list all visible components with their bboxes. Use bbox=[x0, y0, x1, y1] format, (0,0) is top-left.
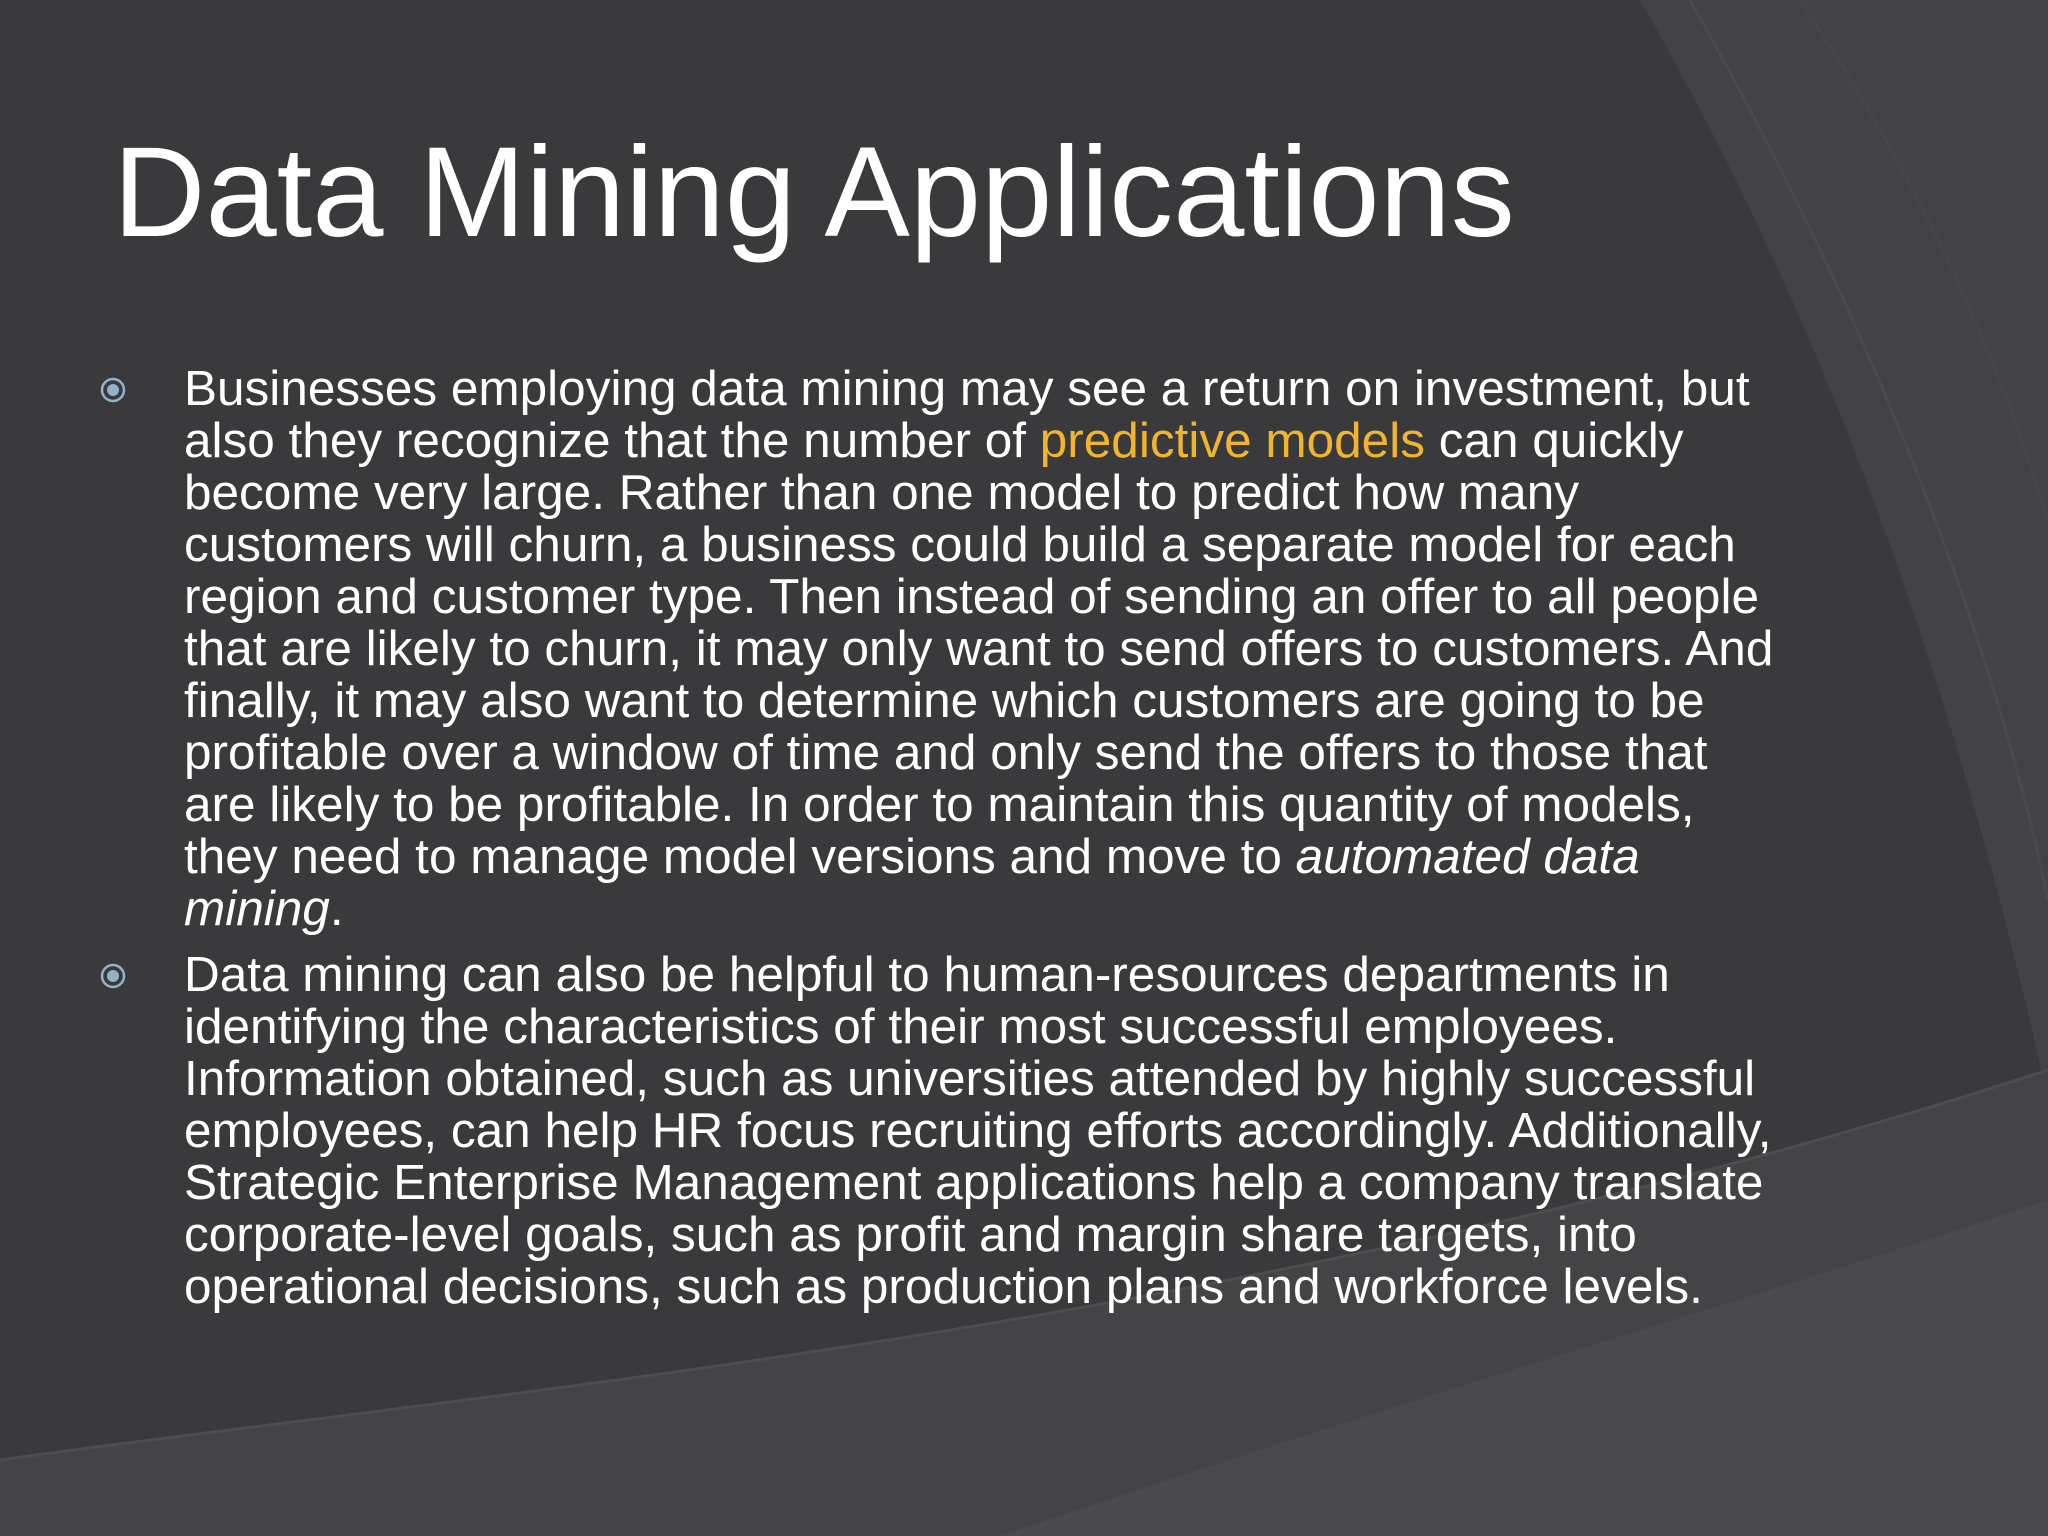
bullet-line: Information obtained, such as universities attended by highly successful bbox=[184, 1051, 1756, 1106]
bullet-item bbox=[100, 949, 1960, 1313]
bullet-line: Data mining can also be helpful to human-resources departments in bbox=[184, 947, 1670, 1002]
bullet-line: corporate-level goals, such as profit and margin share targets, into bbox=[184, 1207, 1637, 1262]
bullet-line: also they recognize that the number of predictive models can quickly bbox=[184, 413, 1684, 468]
bullet-line: finally, it may also want to determine which customers are going to be bbox=[184, 673, 1705, 728]
bullet-line: operational decisions, such as production plans and workforce levels. bbox=[184, 1259, 1703, 1314]
bullet-line: customers will churn, a business could build a separate model for each bbox=[184, 517, 1736, 572]
bullet-line: Businesses employing data mining may see a return on investment, but bbox=[184, 361, 1750, 416]
bullet-item bbox=[100, 363, 1960, 935]
bullet-line: that are likely to churn, it may only want to send offers to customers. And bbox=[184, 621, 1774, 676]
italic-text: automated data bbox=[1295, 829, 1640, 884]
bullet-line: mining. bbox=[184, 881, 344, 936]
slide-title: Data Mining Applications bbox=[113, 121, 1515, 264]
bullet-line: are likely to be profitable. In order to maintain this quantity of models, bbox=[184, 777, 1695, 832]
circle-bullet-icon bbox=[100, 377, 126, 403]
italic-text: mining bbox=[184, 881, 330, 936]
bullet-line: profitable over a window of time and only send the offers to those that bbox=[184, 725, 1708, 780]
bullet-line: region and customer type. Then instead of sending an offer to all people bbox=[184, 569, 1759, 624]
bullet-line: identifying the characteristics of their most successful employees. bbox=[184, 999, 1618, 1054]
bullet-list bbox=[100, 363, 1960, 1327]
bullet-line: become very large. Rather than one model to predict how many bbox=[184, 465, 1579, 520]
bullet-line: Strategic Enterprise Management applications help a company translate bbox=[184, 1155, 1764, 1210]
bullet-line: they need to manage model versions and move to automated data bbox=[184, 829, 1640, 884]
bullet-line: employees, can help HR focus recruiting efforts accordingly. Additionally, bbox=[184, 1103, 1772, 1158]
highlight-text: predictive models bbox=[1039, 413, 1425, 468]
circle-bullet-icon bbox=[100, 963, 126, 989]
